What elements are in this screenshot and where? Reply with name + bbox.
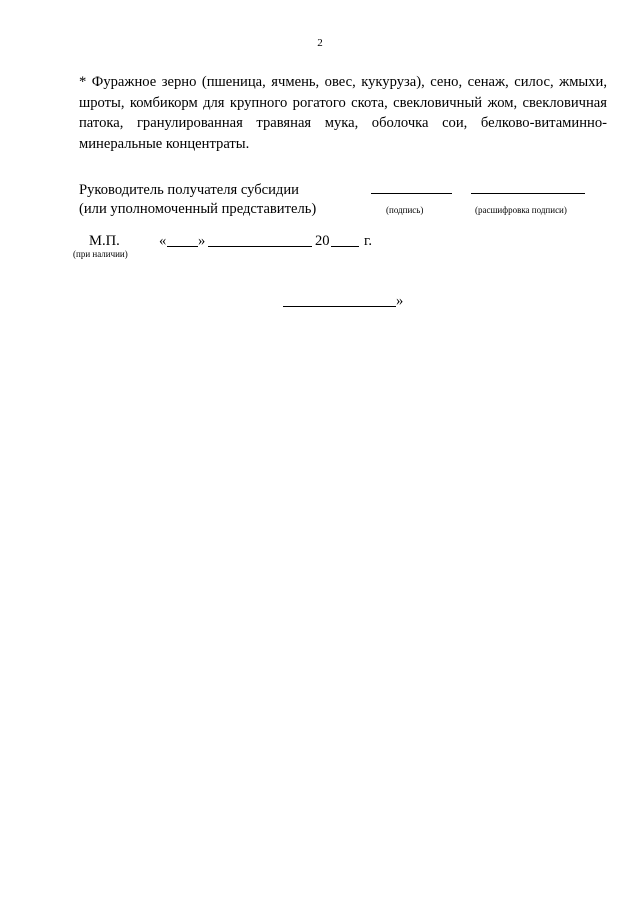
date-close-quote: » (198, 233, 206, 249)
footnote-text: * Фуражное зерно (пшеница, ячмень, овес, кукуруза), сено, сенаж, силос, жмыхи, шроты, комбикорм для крупного рогатого скота, свекловичный жом, свекловичная патока, гранулированная травяная мука, оболочка сои, белково-витаминно-минеральные концентраты. (79, 74, 607, 152)
stamp-caption: (при наличии) (73, 249, 128, 259)
closing-blank (283, 306, 396, 307)
signature-caption: (подпись) (386, 205, 424, 215)
date-day-blank (167, 246, 198, 247)
date-open-quote: « (159, 233, 167, 249)
signature-blank (371, 193, 452, 194)
signer-role-line-1: Руководитель получателя субсидии (79, 182, 299, 198)
signer-role-line-2: (или уполномоченный представитель) (79, 201, 317, 217)
closing-quote: » (396, 293, 404, 309)
date-year-suffix: г. (364, 233, 372, 249)
stamp-label: М.П. (89, 233, 120, 249)
date-year-blank (331, 246, 359, 247)
signature-decoding-blank (471, 193, 585, 194)
signature-decoding-caption: (расшифровка подписи) (475, 205, 567, 215)
date-month-blank (208, 246, 312, 247)
date-year-prefix: 20 (315, 233, 330, 249)
page-number: 2 (317, 37, 323, 49)
